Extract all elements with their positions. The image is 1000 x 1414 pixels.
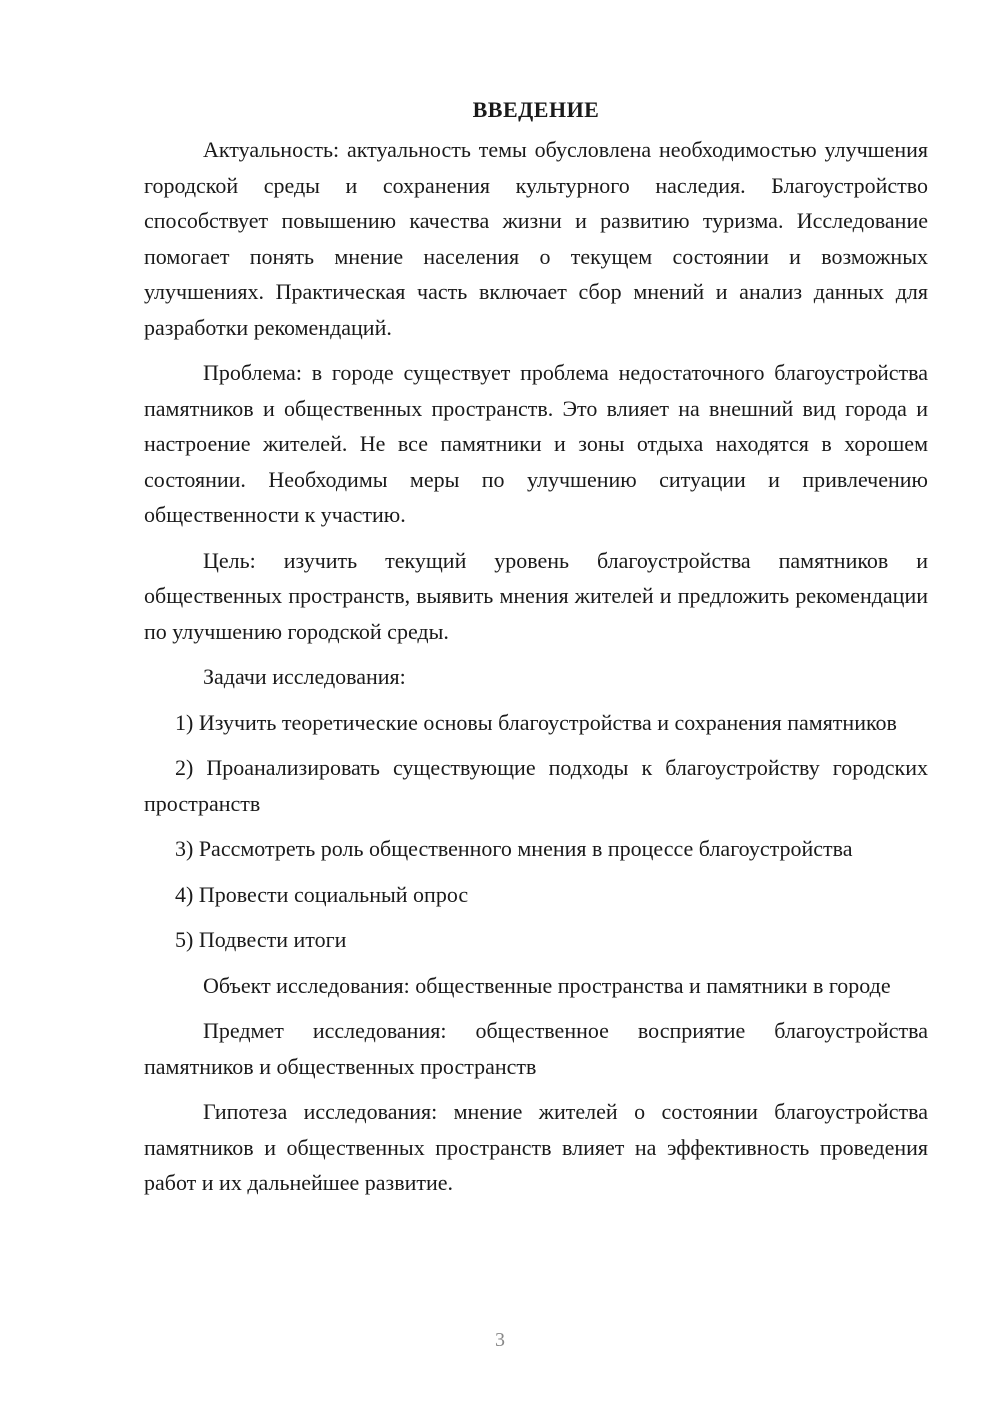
task-item-4: 4) Провести социальный опрос <box>175 881 469 907</box>
task-item-1: 1) Изучить теоретические основы благоустройства и сохранения памятников <box>175 709 897 735</box>
page-number: 3 <box>495 1329 505 1351</box>
paragraph-problem: Проблема: в городе существует проблема недостаточного благоустройства памятников и общественных пространств. Это влияет на внешний вид города и настроение жителей. Не все памятники и зоны отдыха находятся в хорошем состоянии. Необходимы меры по улучшению ситуации и привлечению общественности к участию. <box>144 360 928 527</box>
document-page <box>144 92 928 1211</box>
task-item-2: 2) Проанализировать существующие подходы к благоустройству городских пространств <box>144 755 928 816</box>
paragraph-hypothesis: Гипотеза исследования: мнение жителей о состоянии благоустройства памятников и общественных пространств влияет на эффективность проведения работ и их дальнейшее развитие. <box>144 1099 928 1195</box>
document-title: ВВЕДЕНИЕ <box>472 97 600 122</box>
paragraph-subject: Предмет исследования: общественное восприятие благоустройства памятников и общественных пространств <box>144 1018 928 1079</box>
task-item-5: 5) Подвести итоги <box>175 927 347 952</box>
paragraph-object: Объект исследования: общественные пространства и памятники в городе <box>203 972 891 998</box>
paragraph-goal: Цель: изучить текущий уровень благоустройства памятников и общественных пространств, выявить мнения жителей и предложить рекомендации по улучшению городской среды. <box>144 547 928 644</box>
task-item-3: 3) Рассмотреть роль общественного мнения в процессе благоустройства <box>175 836 853 861</box>
paragraph-relevance: Актуальность: актуальность темы обусловлена необходимостью улучшения городской среды и сохранения культурного наследия. Благоустройство способствует повышению качества жизни и развитию туризма. Исследование помогает понять мнение населения о текущем состоянии и возможных улучшениях. Практическая часть включает сбор мнений и анализ данных для разработки рекомендаций. <box>144 137 928 340</box>
tasks-heading: Задачи исследования: <box>203 664 406 689</box>
